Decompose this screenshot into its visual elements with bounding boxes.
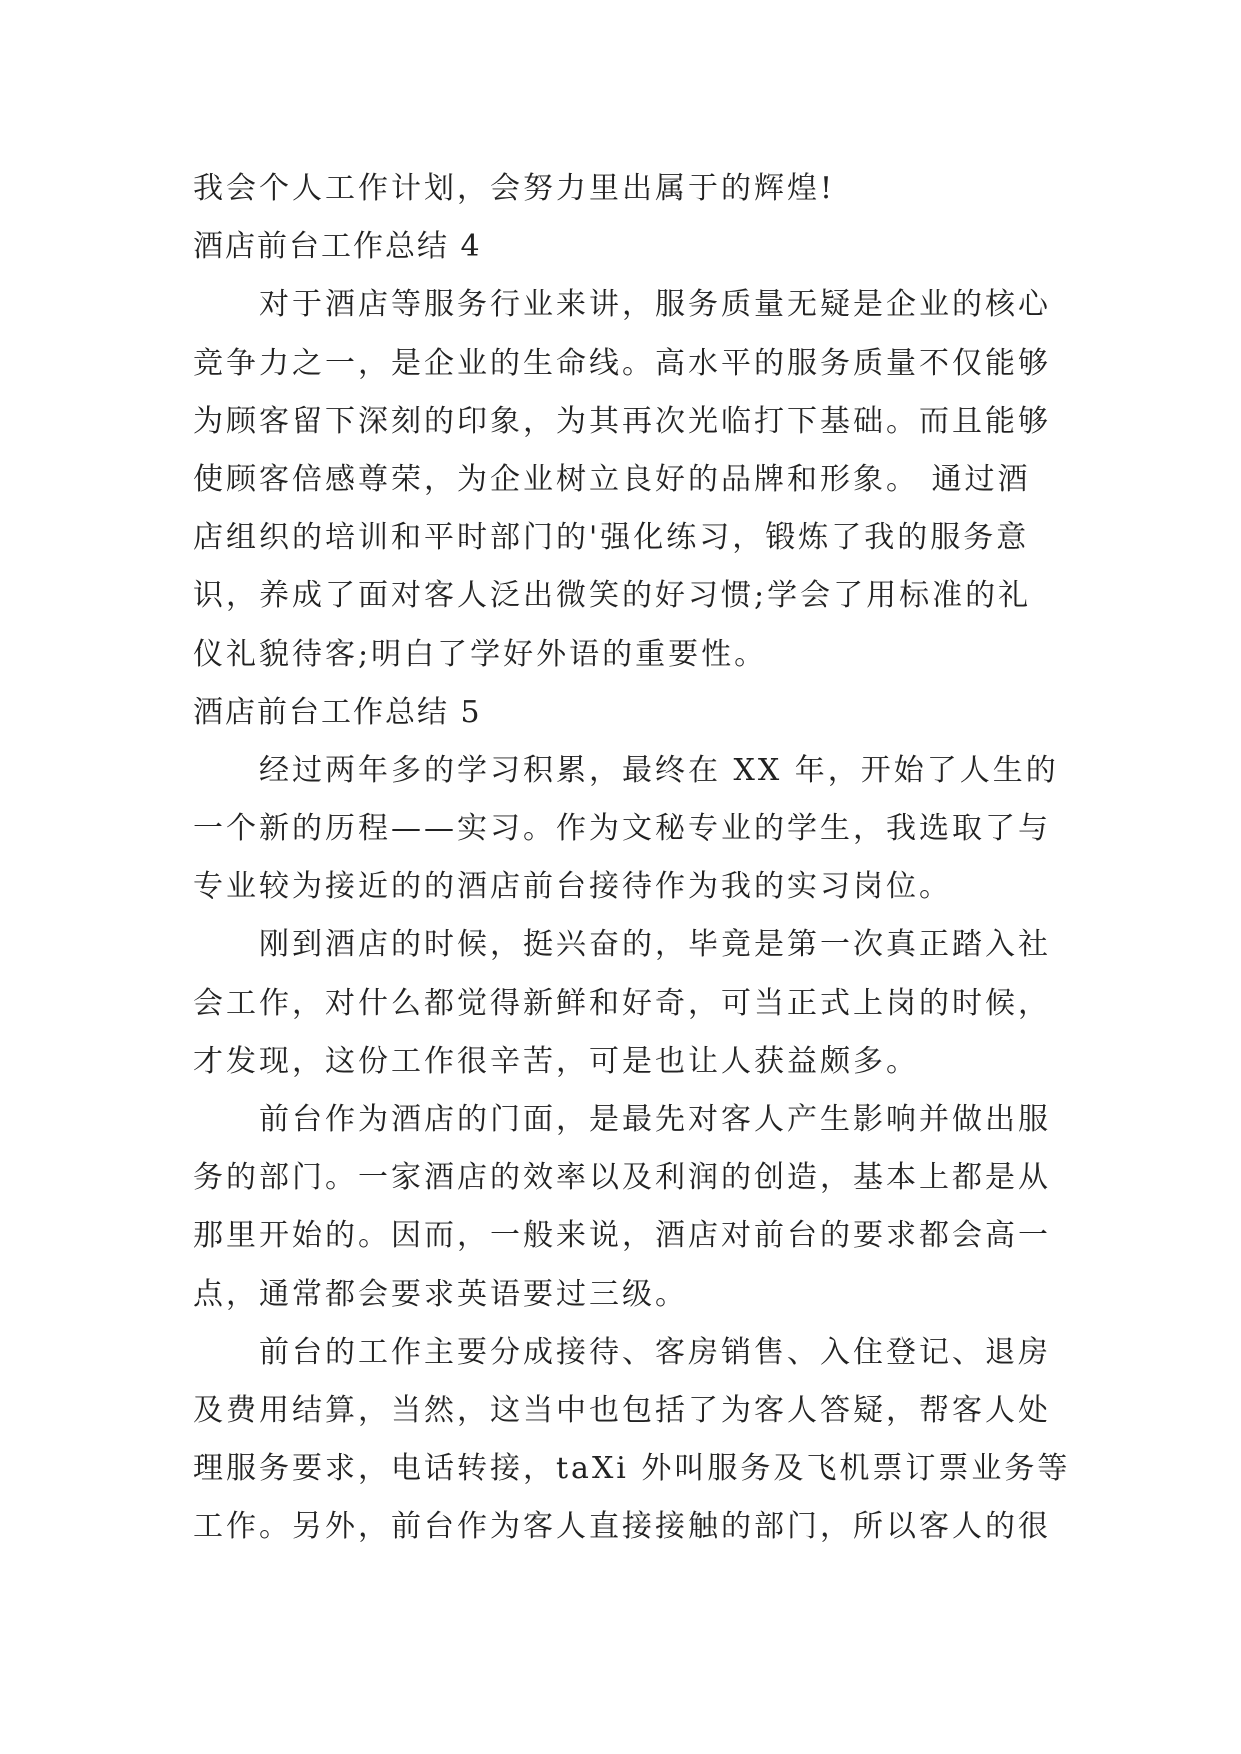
paragraph-line: 理服务要求，电话转接，taXi 外叫服务及飞机票订票业务等 — [193, 1451, 1071, 1487]
paragraph-line: 仪礼貌待客;明白了学好外语的重要性。 — [193, 636, 768, 672]
paragraph-line: 才发现，这份工作很辛苦，可是也让人获益颇多。 — [193, 1043, 919, 1079]
paragraph-line: 工作。另外，前台作为客人直接接触的部门，所以客人的很 — [193, 1509, 1051, 1545]
paragraph-line: 为顾客留下深刻的印象，为其再次光临打下基础。而且能够 — [193, 403, 1051, 439]
paragraph-line: 识，养成了面对客人泛出微笑的好习惯;学会了用标准的礼 — [193, 578, 1032, 614]
paragraph-line: 竞争力之一，是企业的生命线。高水平的服务质量不仅能够 — [193, 345, 1051, 381]
section-heading-4: 酒店前台工作总结 4 — [193, 229, 482, 265]
section-heading-5: 酒店前台工作总结 5 — [193, 694, 482, 730]
paragraph-line: 刚到酒店的时候，挺兴奋的，毕竟是第一次真正踏入社 — [259, 927, 1051, 963]
paragraph-line: 及费用结算，当然，这当中也包括了为客人答疑，帮客人处 — [193, 1392, 1051, 1428]
paragraph-line: 一个新的历程——实习。作为文秘专业的学生，我选取了与 — [193, 811, 1051, 847]
paragraph-line: 务的部门。一家酒店的效率以及利润的创造，基本上都是从 — [193, 1160, 1051, 1196]
paragraph-line: 点，通常都会要求英语要过三级。 — [193, 1276, 688, 1312]
document-body — [193, 160, 1071, 1557]
paragraph-line: 店组织的培训和平时部门的'强化练习，锻炼了我的服务意 — [193, 520, 1030, 556]
paragraph-line: 使顾客倍感尊荣，为企业树立良好的品牌和形象。 通过酒 — [193, 461, 1031, 497]
paragraph-line: 对于酒店等服务行业来讲，服务质量无疑是企业的核心 — [259, 287, 1051, 323]
paragraph-line: 经过两年多的学习积累，最终在 XX 年，开始了人生的 — [259, 752, 1059, 788]
paragraph-line: 专业较为接近的的酒店前台接待作为我的实习岗位。 — [193, 869, 952, 905]
paragraph-line: 我会个人工作计划，会努力里出属于的辉煌! — [193, 171, 836, 206]
paragraph-line: 会工作，对什么都觉得新鲜和好奇，可当正式上岗的时候， — [193, 985, 1051, 1021]
paragraph-line: 前台作为酒店的门面，是最先对客人产生影响并做出服 — [259, 1102, 1051, 1137]
paragraph-line: 前台的工作主要分成接待、客房销售、入住登记、退房 — [259, 1334, 1051, 1370]
paragraph-line: 那里开始的。因而，一般来说，酒店对前台的要求都会高一 — [193, 1218, 1051, 1254]
